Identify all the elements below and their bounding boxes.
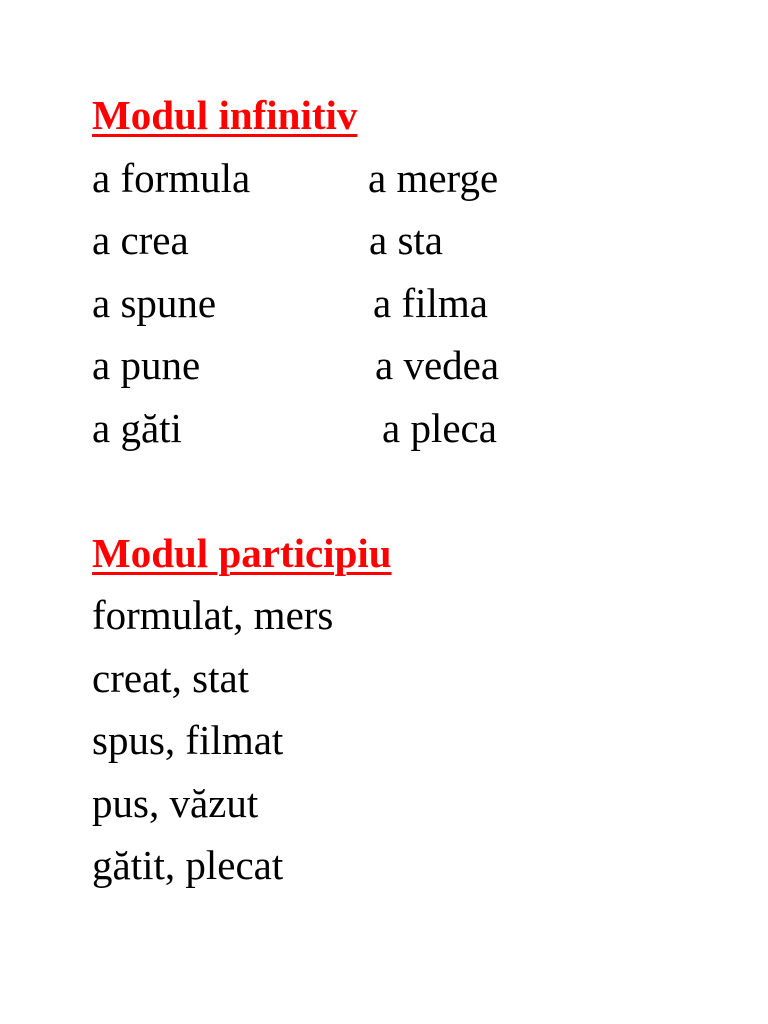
infinitive-verb: a crea [92, 217, 189, 263]
participle-line: creat, stat [92, 654, 250, 701]
infinitive-verb: a merge [368, 154, 499, 201]
infinitive-row [92, 272, 732, 335]
infinitive-verb: a filma [373, 279, 488, 326]
document-body [92, 84, 732, 897]
infinitive-heading: Modul infinitiv [92, 92, 358, 138]
infinitive-verb: a sta [369, 217, 443, 263]
infinitive-verb: a pune [92, 342, 201, 388]
infinitive-verb: a găti [92, 404, 182, 451]
section-spacer [92, 459, 732, 522]
infinitive-row [92, 147, 732, 210]
participle-line: spus, filmat [92, 717, 284, 763]
participle-line: pus, văzut [92, 779, 259, 826]
participle-heading: Modul participiu [92, 529, 392, 576]
infinitive-row [92, 397, 732, 460]
infinitive-verb: a vedea [375, 342, 500, 388]
infinitive-verb: a spune [92, 279, 217, 326]
infinitive-verb: a formula [92, 154, 251, 201]
infinitive-verb: a pleca [382, 404, 497, 451]
infinitive-row [92, 209, 732, 272]
infinitive-row [92, 334, 732, 397]
participle-line: formulat, mers [92, 592, 334, 638]
participle-line: gătit, plecat [92, 842, 284, 888]
